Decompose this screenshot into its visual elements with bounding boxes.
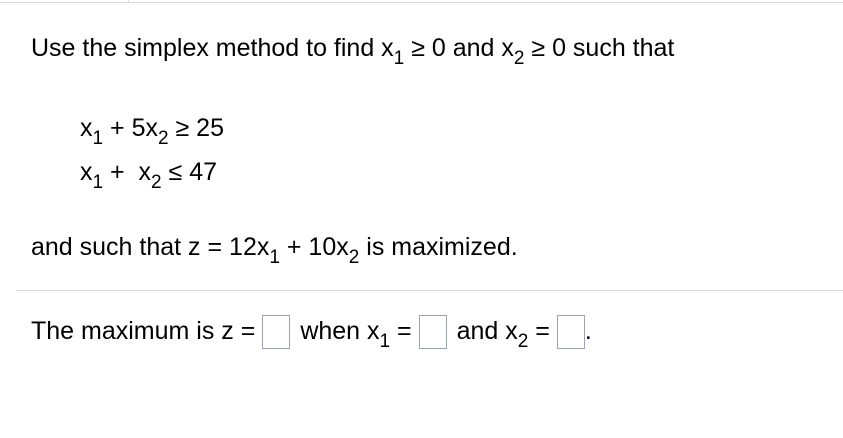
- c2-x2-sub: 2: [151, 172, 162, 193]
- constraint-1: [80, 113, 224, 149]
- section-divider: [16, 290, 843, 291]
- intro-text-a: Use the simplex method to find x: [31, 34, 394, 62]
- and-eq: =: [528, 317, 557, 345]
- obj-text-a: and such that z = 12x: [31, 233, 270, 261]
- z-answer-box[interactable]: [262, 315, 290, 349]
- obj-text-b: + 10x: [279, 233, 349, 261]
- top-rule: [0, 2, 843, 3]
- answer-period: .: [584, 317, 592, 345]
- when-sub: 1: [379, 331, 391, 352]
- when-label: when x: [300, 317, 380, 345]
- and-sub: 2: [517, 331, 529, 352]
- obj-text-c: is maximized.: [359, 233, 518, 261]
- c2-x1: x: [80, 158, 93, 186]
- c1-x1: x: [80, 114, 93, 142]
- answer-lead: The maximum is z =: [31, 317, 263, 345]
- constraint-2: [80, 157, 218, 193]
- intro-sub-2: 2: [513, 48, 525, 69]
- c1-relation: ≥ 25: [168, 114, 224, 142]
- objective: [31, 232, 518, 268]
- obj-sub-2: 2: [348, 247, 360, 268]
- when-eq: =: [390, 317, 419, 345]
- c2-relation: ≤ 47: [161, 158, 218, 186]
- top-tick: [128, 0, 129, 3]
- x2-answer-box[interactable]: [557, 315, 585, 349]
- obj-sub-1: 1: [269, 247, 280, 268]
- x1-answer-box[interactable]: [419, 315, 447, 349]
- intro-text-c: ≥ 0 such that: [524, 34, 675, 62]
- c1-x2-sub: 2: [157, 128, 169, 149]
- c1-x1-sub: 1: [92, 128, 104, 149]
- intro-text-b: ≥ 0 and x: [404, 34, 514, 62]
- answer-row: [31, 315, 592, 352]
- problem-intro: [31, 33, 675, 69]
- c2-middle: + x: [103, 158, 152, 186]
- c1-middle: + 5x: [103, 114, 158, 142]
- c2-x1-sub: 1: [92, 172, 104, 193]
- intro-sub-1: 1: [393, 48, 405, 69]
- and-label: and x: [456, 317, 518, 345]
